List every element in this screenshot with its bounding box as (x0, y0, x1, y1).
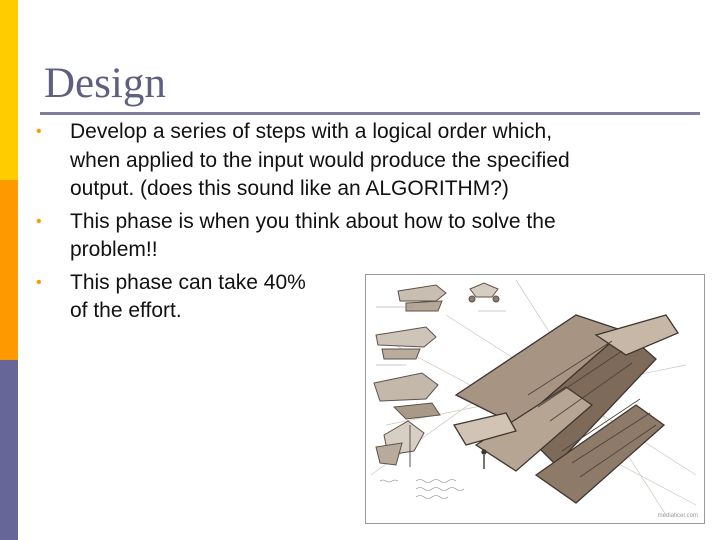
spaceship-sketch-image (365, 274, 705, 524)
bullet-item (36, 269, 320, 326)
bullet-item (36, 208, 596, 265)
main-ship-sketch (454, 315, 678, 503)
bullet-icon: • (36, 123, 42, 140)
bullet-icon: • (36, 212, 42, 230)
scale-figure-icon (482, 450, 486, 469)
bullet-text: This phase can take 40% of the effort. (70, 270, 306, 322)
accent-strip-purple (0, 360, 18, 540)
image-credit: mediaticer.com (657, 513, 698, 519)
sketch-illustration (366, 275, 704, 523)
bullet-text: Develop a series of steps with a logical order which, when applied to the input would produce the specified output. (does this sound like an ALGORITHM?) (70, 120, 570, 200)
bullet-item (36, 118, 596, 204)
slide-title: Design (44, 60, 166, 107)
accent-strip-orange (0, 180, 18, 360)
small-fighter-sketch (376, 421, 424, 467)
accent-strip-yellow (0, 0, 18, 180)
small-ship-sketch-mid (374, 373, 440, 419)
small-ship-sketch-left (376, 327, 436, 359)
bullet-icon: • (36, 273, 42, 291)
bullet-text: This phase is when you think about how to solve the problem!! (70, 209, 556, 261)
title-underline (40, 112, 700, 115)
